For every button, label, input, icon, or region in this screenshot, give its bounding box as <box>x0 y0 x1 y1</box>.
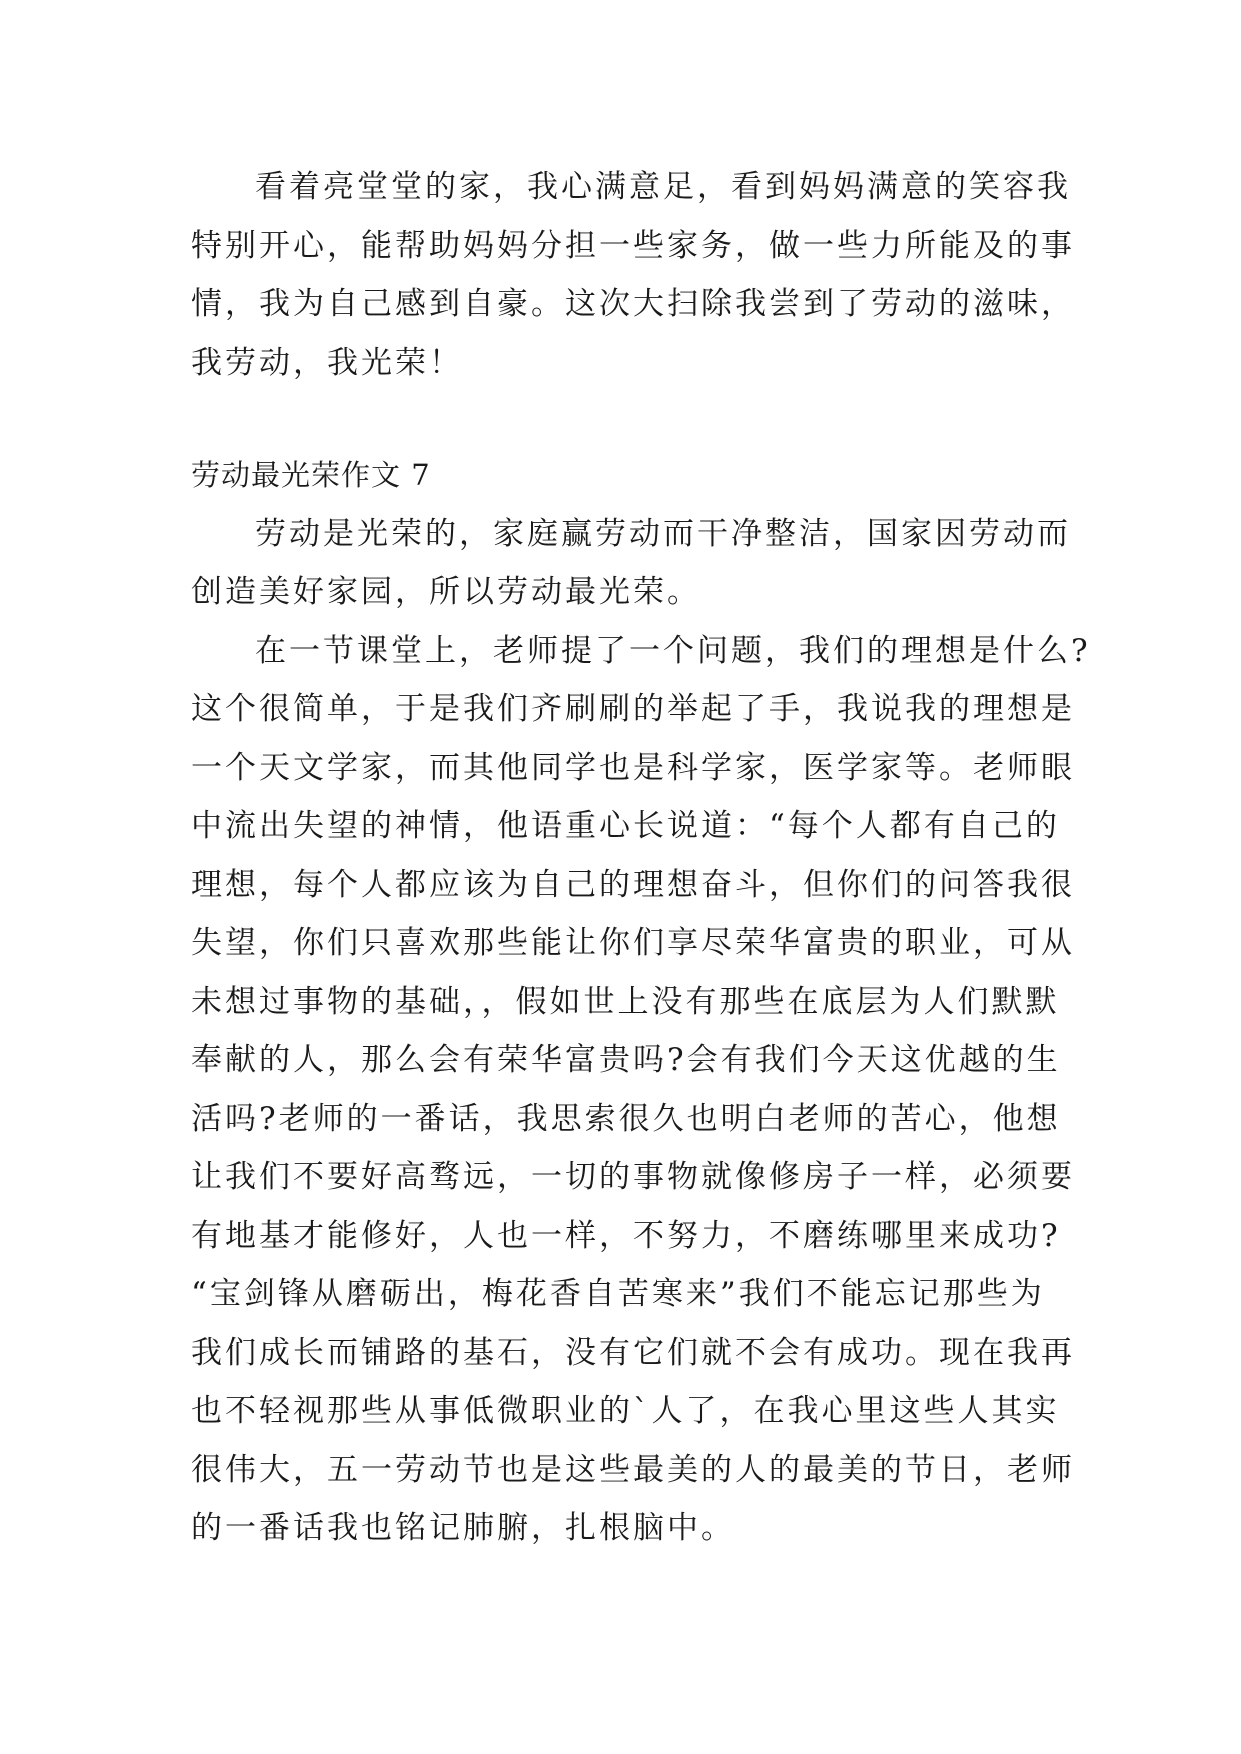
paragraph-line: 未想过事物的基础，，假如世上没有那些在底层为人们默默 <box>191 983 1060 1020</box>
paragraph-line: 在一节课堂上，老师提了一个问题，我们的理想是什么? <box>255 632 1091 669</box>
paragraph-line: 让我们不要好高骛远，一切的事物就像修房子一样，必须要 <box>191 1159 1075 1195</box>
paragraph-line: 也不轻视那些从事低微职业的`人了，在我心里这些人其实 <box>191 1393 1060 1429</box>
paragraph-line: 失望，你们只喜欢那些能让你们享尽荣华富贵的职业，可从 <box>191 925 1075 961</box>
paragraph-1 <box>191 158 1075 392</box>
paragraph-3 <box>191 622 1091 1558</box>
paragraph-line: 情，我为自己感到自豪。这次大扫除我尝到了劳动的滋味， <box>191 286 1075 322</box>
paragraph-line: 创造美好家园，所以劳动最光荣。 <box>191 574 701 610</box>
paragraph-line: 特别开心，能帮助妈妈分担一些家务，做一些力所能及的事 <box>191 227 1075 264</box>
section-gap <box>191 392 1071 446</box>
paragraph-line: 我劳动，我光荣！ <box>191 344 463 381</box>
paragraph-line: “宝剑锋从磨砺出，梅花香自苦寒来”我们不能忘记那些为 <box>191 1276 1045 1312</box>
document-body <box>191 158 1091 1558</box>
paragraph-line: 的一番话我也铭记肺腑，扎根脑中。 <box>191 1510 735 1546</box>
paragraph-line: 活吗?老师的一番话，我思索很久也明白老师的苦心，他想 <box>191 1100 1061 1137</box>
paragraph-line: 我们成长而铺路的基石，没有它们就不会有成功。现在我再 <box>191 1334 1075 1371</box>
paragraph-line: 这个很简单，于是我们齐刷刷的举起了手，我说我的理想是 <box>191 691 1075 727</box>
paragraph-line: 很伟大，五一劳动节也是这些最美的人的最美的节日，老师 <box>191 1451 1075 1488</box>
paragraph-2 <box>191 505 1071 622</box>
paragraph-line: 理想，每个人都应该为自己的理想奋斗，但你们的问答我很 <box>191 866 1075 903</box>
paragraph-line: 劳动是光荣的，家庭赢劳动而干净整洁，国家因劳动而 <box>255 515 1071 552</box>
paragraph-line: 中流出失望的神情，他语重心长说道：“每个人都有自己的 <box>191 808 1060 844</box>
paragraph-line: 奉献的人，那么会有荣华富贵吗?会有我们今天这优越的生 <box>191 1042 1061 1078</box>
section-heading: 劳动最光荣作文 7 <box>191 458 431 492</box>
paragraph-line: 有地基才能修好，人也一样，不努力，不磨练哪里来成功? <box>191 1217 1061 1254</box>
paragraph-line: 看着亮堂堂的家，我心满意足，看到妈妈满意的笑容我 <box>255 169 1071 205</box>
paragraph-line: 一个天文学家，而其他同学也是科学家，医学家等。老师眼 <box>191 749 1075 786</box>
